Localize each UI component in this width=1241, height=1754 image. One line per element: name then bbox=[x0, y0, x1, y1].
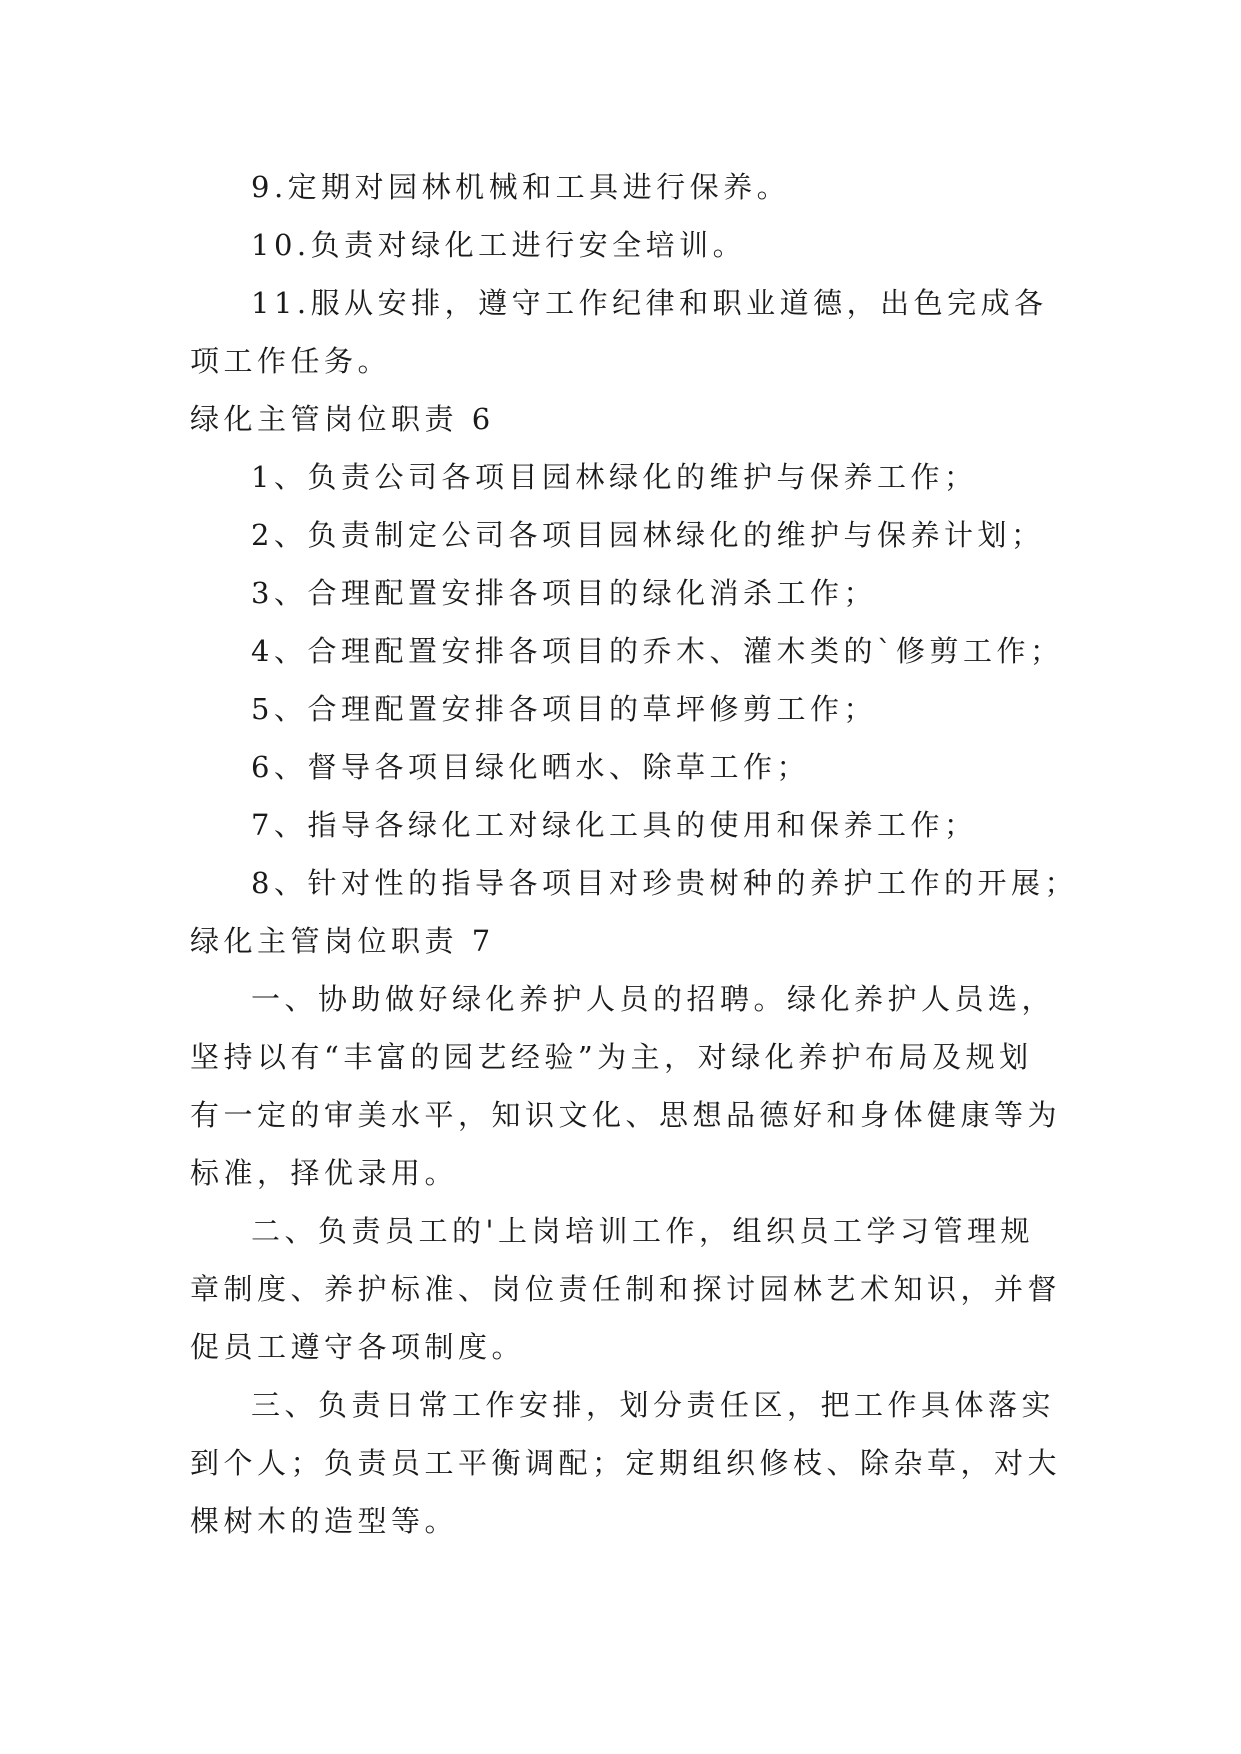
paragraph-line: 棵树木的造型等。 bbox=[190, 1504, 459, 1538]
paragraph-line: 坚持以有“丰富的园艺经验”为主，对绿化养护布局及规划 bbox=[190, 1040, 1033, 1074]
paragraph-line: 2、负责制定公司各项目园林绿化的维护与保养计划； bbox=[251, 518, 1045, 552]
paragraph-line: 促员工遵守各项制度。 bbox=[190, 1330, 526, 1364]
paragraph-line: 3、合理配置安排各项目的绿化消杀工作； bbox=[251, 576, 877, 610]
paragraph-line: 有一定的审美水平，知识文化、思想品德好和身体健康等为 bbox=[190, 1098, 1062, 1132]
section-heading: 绿化主管岗位职责 6 bbox=[190, 402, 495, 436]
paragraph-line: 标准，择优录用。 bbox=[190, 1156, 459, 1190]
paragraph-line: 1、负责公司各项目园林绿化的维护与保养工作； bbox=[251, 460, 978, 494]
paragraph-line: 10.负责对绿化工进行安全培训。 bbox=[251, 228, 747, 262]
paragraph-line: 4、合理配置安排各项目的乔木、灌木类的`修剪工作； bbox=[251, 634, 1064, 668]
paragraph-line: 二、负责员工的'上岗培训工作，组织员工学习管理规 bbox=[251, 1214, 1034, 1248]
paragraph-line: 三、负责日常工作安排，划分责任区，把工作具体落实 bbox=[251, 1388, 1056, 1422]
document-body bbox=[190, 158, 1078, 1550]
paragraph-line: 8、针对性的指导各项目对珍贵树种的养护工作的开展； bbox=[251, 866, 1078, 900]
paragraph-line: 一、协助做好绿化养护人员的招聘。绿化养护人员选， bbox=[251, 982, 1056, 1016]
paragraph-line: 项工作任务。 bbox=[190, 344, 392, 378]
paragraph-line: 章制度、养护标准、岗位责任制和探讨园林艺术知识，并督 bbox=[190, 1272, 1062, 1306]
section-heading: 绿化主管岗位职责 7 bbox=[190, 924, 495, 958]
paragraph-line: 9.定期对园林机械和工具进行保养。 bbox=[251, 170, 791, 204]
paragraph-line: 11.服从安排，遵守工作纪律和职业道德，出色完成各 bbox=[251, 286, 1048, 320]
paragraph-line: 7、指导各绿化工对绿化工具的使用和保养工作； bbox=[251, 808, 978, 842]
paragraph-line: 5、合理配置安排各项目的草坪修剪工作； bbox=[251, 692, 877, 726]
paragraph-line: 到个人；负责员工平衡调配；定期组织修枝、除杂草，对大 bbox=[190, 1446, 1062, 1480]
paragraph-line: 6、督导各项目绿化晒水、除草工作； bbox=[251, 750, 810, 784]
